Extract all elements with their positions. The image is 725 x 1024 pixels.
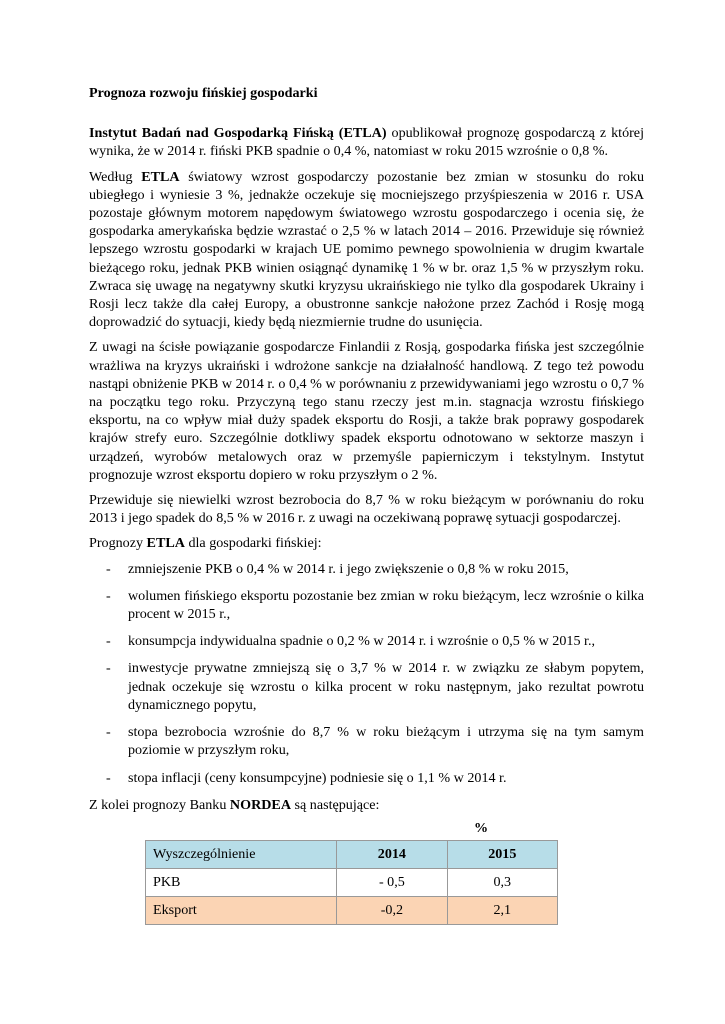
- document-title: Prognoza rozwoju fińskiej gospodarki: [89, 85, 318, 101]
- etla-institute-name: Instytut Badań nad Gospodarką Fińską (ETLA): [89, 125, 387, 142]
- nordea-label: NORDEA: [229, 796, 291, 813]
- header-cell-2014: 2014: [337, 841, 447, 869]
- paragraph-text: Z kolei prognozy Banku: [89, 796, 230, 813]
- list-item-text: zmniejszenie PKB o 0,4 % w 2014 r. i jego zwiększenie o 0,8 % w roku 2015,: [128, 560, 569, 577]
- etla-label: ETLA: [146, 535, 185, 552]
- table-unit-label: %: [474, 820, 489, 836]
- header-cell-item: Wyszczególnienie: [146, 841, 337, 869]
- table-cell: 2,1: [447, 897, 557, 925]
- table-header-row: [146, 841, 558, 869]
- table-cell: PKB: [146, 869, 337, 897]
- list-dash: -: [106, 724, 111, 741]
- table-cell: -0,2: [337, 897, 447, 925]
- list-item-text: inwestycje prywatne zmniejszą się o 3,7 % w 2014 r. w związku ze słabym popytem, jednak oczekuje się wzrostu o kilka procent w roku następnym, jako rezultat powrotu dynamicznego popytu,: [128, 660, 644, 713]
- paragraph-world-growth: [89, 168, 644, 332]
- paragraph-text: światowy wzrost gospodarczy pozostanie bez zmian w stosunku do roku ubiegłego i wyniesie 3 %, jednakże oczekuje się mocniejszego przyśpieszenia w 2016 r. USA pozostaje głównym motorem napędowym światowego wzrostu gospodarczego i ocenia się, że gospodarka amerykańska będzie wzrastać o 2,5 % w latach 2014 – 2016. Przewiduje się również lepszego wzrostu gospodarki w krajach UE pomimo pewnego spowolnienia w drugim kwartale bieżącego roku, jednak PKB winien osiągnąć dynamikę 1 % w br. oraz 1,5 % w przyszłym roku. Zwraca się uwagę na negatywny skutki kryzysu ukraińskiego nie tylko dla gospodarek Ukrainy i Rosji lecz także dla całej Europy, a obustronne sankcje nałożone przez Zachód i Rosję mogą doprowadzić do sytuacji, kiedy będą niezmiernie trudne do usunięcia.: [89, 168, 644, 331]
- list-item: [89, 659, 644, 714]
- paragraph-text: Według: [89, 168, 142, 185]
- paragraph-nordea-intro: [89, 796, 644, 814]
- list-item-text: stopa inflacji (ceny konsumpcyjne) podniesie się o 1,1 % w 2014 r.: [128, 769, 507, 786]
- list-item: [89, 769, 644, 787]
- list-item-text: konsumpcja indywidualna spadnie o 0,2 % w 2014 r. i wzrośnie o 0,5 % w 2015 r.,: [128, 633, 595, 650]
- list-dash: -: [106, 560, 111, 577]
- list-item-text: stopa bezrobocia wzrośnie do 8,7 % w roku bieżącym i utrzyma się na tym samym poziomie w przyszłym roku,: [128, 724, 644, 759]
- etla-label: ETLA: [141, 168, 180, 185]
- list-dash: -: [106, 633, 111, 650]
- list-item: [89, 632, 644, 650]
- table-row-pkb: [146, 869, 558, 897]
- list-dash: -: [106, 587, 111, 604]
- table-cell: 0,3: [447, 869, 557, 897]
- forecast-list: [89, 560, 644, 787]
- list-item: [89, 587, 644, 623]
- paragraph-russia-ties: Z uwagi na ścisłe powiązanie gospodarcze Finlandii z Rosją, gospodarka fińska jest szczególnie wrażliwa na kryzys ukraiński i wdrożone sankcje na działalność handlową. Z tego też powodu nastąpi obniżenie PKB w 2014 r. o 0,4 % w porównaniu z przewidywaniami jego wzrostu o 0,7 % na początku tego roku. Przyczyną tego stanu rzeczy jest m.in. stagnacja wzrostu fińskiego eksportu, na co wpływ miał duży spadek eksportu do Rosji, a także brak poprawy gospodarek krajów strefy euro. Szczególnie dotkliwy spadek eksportu odnotowano w sektorze maszyn i urządzeń, wyrobów metalowych oraz w przemyśle papierniczym i tekstylnym. Instytut prognozuje wzrost eksportu dopiero w roku przyszłym o 2 %.: [89, 339, 644, 483]
- header-cell-2015: 2015: [447, 841, 557, 869]
- table-cell: - 0,5: [337, 869, 447, 897]
- paragraph-etla-forecast-intro: [89, 534, 644, 552]
- list-dash: -: [106, 660, 111, 677]
- list-item: [89, 723, 644, 759]
- list-item-text: wolumen fińskiego eksportu pozostanie bez zmian w roku bieżącym, lecz wzrośnie o kilka procent w 2015 r.,: [128, 587, 644, 623]
- paragraph-text: są następujące:: [291, 796, 380, 813]
- table-cell: Eksport: [146, 897, 337, 925]
- nordea-forecast-table: [145, 840, 558, 925]
- paragraph-text: dla gospodarki fińskiej:: [184, 535, 322, 552]
- paragraph-text: Prognozy: [89, 535, 147, 552]
- paragraph-etla-intro: [89, 124, 644, 160]
- table-row-eksport: [146, 897, 558, 925]
- paragraph-text: opublikował prognozę gospodarczą z której wynika, że w 2014 r. fiński PKB spadnie o 0,4 %, natomiast w roku 2015 wzrośnie o 0,8 %.: [89, 125, 644, 160]
- list-item: [89, 560, 644, 578]
- list-dash: -: [106, 769, 111, 786]
- document-body: [89, 84, 644, 821]
- paragraph-unemployment: Przewiduje się niewielki wzrost bezrobocia do 8,7 % w roku bieżącym w porównaniu do roku 2013 i jego spadek do 8,5 % w 2016 r. z uwagi na oczekiwaną poprawę sytuacji gospodarczej.: [89, 492, 644, 527]
